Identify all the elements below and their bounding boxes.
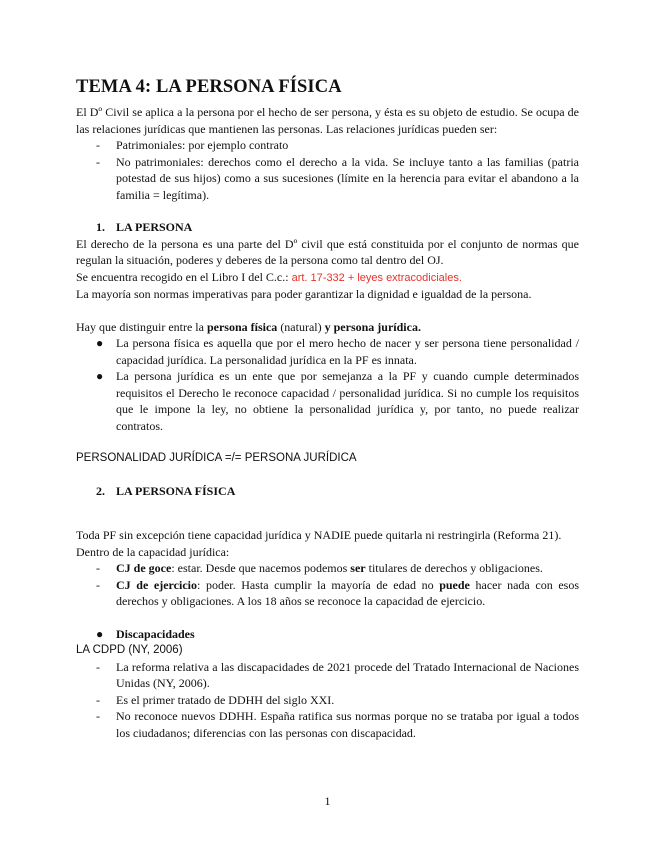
- intro-list: [76, 137, 579, 203]
- section-2-paragraph: Toda PF sin excepción tiene capacidad jurídica y NADIE puede quitarla ni restringirla (Reforma 21).: [76, 528, 562, 542]
- section-2-paragraph: Dentro de la capacidad jurídica:: [76, 544, 230, 559]
- persona-bullets: [76, 335, 579, 434]
- section-1-reference-line: Se encuentra recogido en el Libro I del C.c.: art. 17-332 + leyes extracodiciales.: [76, 269, 462, 284]
- list-item: ● La persona física es aquella que por el mero hecho de nacer y ser persona tiene personalidad / capacidad jurídica. La personalidad jurídica en la PF es innata.: [96, 336, 579, 367]
- cdpd-list: [76, 659, 579, 742]
- list-item: - La reforma relativa a las discapacidades de 2021 procede del Tratado Internacional de Naciones Unidas (NY, 2006).: [96, 659, 579, 690]
- disability-heading-list: [76, 626, 579, 643]
- personality-note: PERSONALIDAD JURÍDICA =/= PERSONA JURÍDICA: [76, 452, 357, 464]
- list-item: ● La persona jurídica es un ente que por semejanza a la PF y cuando cumple determinados requisitos el Derecho le reconoce capacidad / personalidad jurídica. Si no cumple los requisitos que le impone la ley, no obtiene la personalidad jurídica y, por tanto, no puede realizar contratos.: [96, 369, 579, 433]
- section-2-heading: 2. LA PERSONA FÍSICA: [96, 483, 236, 498]
- cdpd-line: LA CDPD (NY, 2006): [76, 644, 183, 656]
- section-1-paragraph: La mayoría son normas imperativas para poder garantizar la dignidad e igualdad de la persona.: [76, 287, 532, 301]
- intro-paragraph: El Dº Civil se aplica a la persona por el hecho de ser persona, y ésta es su objeto de estudio. Se ocupa de las relaciones jurídicas que mantienen las personas. Las relaciones jurídicas pueden ser:: [76, 105, 579, 136]
- subsection-heading: ● Discapacidades: [96, 626, 195, 641]
- capacity-list: [76, 560, 579, 610]
- list-item: - CJ de ejercicio: poder. Hasta cumplir la mayoría de edad no puede hacer nada con esos derechos y obligaciones. A los 18 años se reconoce la capacidad de ejercicio.: [96, 577, 579, 608]
- list-item: - No patrimoniales: derechos como el derecho a la vida. Se incluye tanto a las familias (patria potestad de sus hijos) como a sus sucesiones (límite en la herencia para evitar el abandono a la familia = legítima).: [96, 154, 579, 202]
- page-title: TEMA 4: LA PERSONA FÍSICA: [76, 77, 342, 97]
- page-number: 1: [324, 794, 331, 808]
- document-page: [76, 74, 579, 741]
- article-reference: art. 17-332 + leyes extracodiciales.: [291, 271, 462, 284]
- list-item: - Es el primer tratado de DDHH del siglo XXI.: [96, 692, 335, 707]
- list-item: - CJ de goce: estar. Desde que nacemos podemos ser titulares de derechos y obligaciones.: [96, 561, 543, 575]
- list-item: - Patrimoniales: por ejemplo contrato: [96, 138, 289, 152]
- distinction-paragraph: Hay que distinguir entre la persona física (natural) y persona jurídica.: [76, 319, 421, 334]
- section-1-heading: 1. LA PERSONA: [96, 220, 193, 234]
- list-item: - No reconoce nuevos DDHH. España ratifica sus normas porque no se trataba por igual a todos los ciudadanos; diferencias con las personas con discapacidad.: [96, 709, 579, 740]
- section-1-paragraph: El derecho de la persona es una parte del Dº civil que está constituida por el conjunto de normas que regulan la situación, poderes y deberes de la persona como tal dentro del OJ.: [76, 236, 579, 267]
